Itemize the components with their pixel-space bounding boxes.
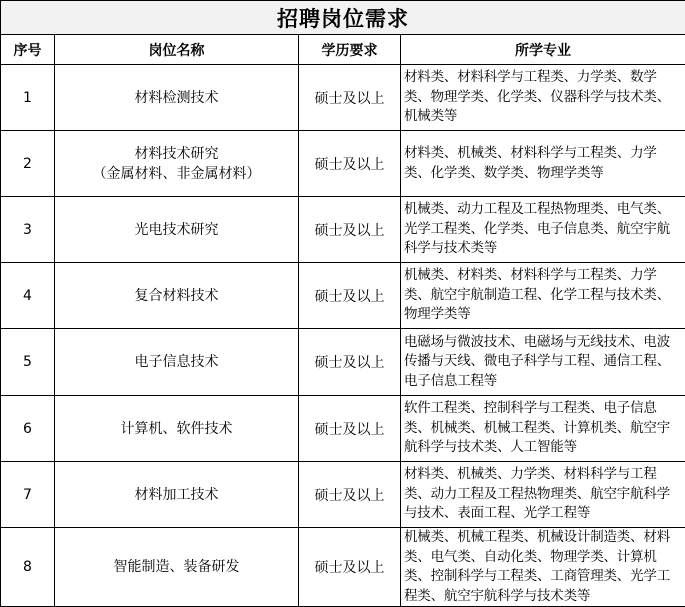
header-row bbox=[1, 35, 685, 65]
row-num: 6 bbox=[1, 396, 55, 462]
row-major: 机械类、动力工程及工程热物理类、电气类、光学工程类、化学类、电子信息类、航空宇航科学与技术类等 bbox=[401, 197, 685, 263]
row-education: 硕士及以上 bbox=[299, 197, 401, 263]
row-major: 软件工程类、控制科学与工程类、电子信息类、机械类、机械工程类、计算机类、航空宇航科学与技术类、人工智能等 bbox=[401, 396, 685, 462]
row-education: 硕士及以上 bbox=[299, 131, 401, 197]
title-row bbox=[1, 1, 685, 35]
row-major: 材料类、机械类、材料科学与工程类、力学类、化学类、数学类、物理学类等 bbox=[401, 131, 685, 197]
position-name: 材料检测技术 bbox=[55, 88, 298, 108]
row-num: 8 bbox=[1, 528, 55, 607]
row-education: 硕士及以上 bbox=[299, 263, 401, 329]
header-name: 岗位名称 bbox=[55, 35, 299, 65]
row-num: 5 bbox=[1, 329, 55, 396]
position-name: 光电技术研究 bbox=[55, 220, 298, 240]
position-name: 复合材料技术 bbox=[55, 286, 298, 306]
row-position bbox=[55, 197, 299, 263]
position-name: 电子信息技术 bbox=[55, 352, 298, 372]
table-row bbox=[1, 131, 685, 197]
table-title: 招聘岗位需求 bbox=[1, 1, 685, 35]
row-education: 硕士及以上 bbox=[299, 396, 401, 462]
row-position bbox=[55, 329, 299, 396]
position-name: 智能制造、装备研发 bbox=[55, 557, 298, 577]
row-position bbox=[55, 528, 299, 607]
row-major: 材料类、机械类、力学类、材料科学与工程类、动力工程及工程热物理类、航空宇航科学与技术、表面工程、光学工程等 bbox=[401, 462, 685, 528]
row-position bbox=[55, 263, 299, 329]
table-row bbox=[1, 65, 685, 131]
row-position bbox=[55, 396, 299, 462]
header-edu: 学历要求 bbox=[299, 35, 401, 65]
row-major: 电磁场与微波技术、电磁场与无线技术、电波传播与天线、微电子科学与工程、通信工程、电子信息工程等 bbox=[401, 329, 685, 396]
row-position bbox=[55, 462, 299, 528]
table-row bbox=[1, 462, 685, 528]
row-major: 机械类、机械工程类、机械设计制造类、材料类、电气类、自动化类、物理学类、计算机类、控制科学与工程类、工商管理类、光学工程类、航空宇航科学与技术类等 bbox=[401, 528, 685, 607]
row-num: 3 bbox=[1, 197, 55, 263]
row-education: 硕士及以上 bbox=[299, 329, 401, 396]
position-name: 材料加工技术 bbox=[55, 485, 298, 505]
position-name: 计算机、软件技术 bbox=[55, 419, 298, 439]
table-row bbox=[1, 263, 685, 329]
row-major: 材料类、材料科学与工程类、力学类、数学类、物理学类、化学类、仪器科学与技术类、机械类等 bbox=[401, 65, 685, 131]
row-num: 1 bbox=[1, 65, 55, 131]
position-name: 材料技术研究 bbox=[55, 144, 298, 164]
row-position bbox=[55, 131, 299, 197]
row-major: 机械类、材料类、材料科学与工程类、力学类、航空宇航制造工程、化学工程与技术类、物理学类等 bbox=[401, 263, 685, 329]
position-name-detail: （金属材料、非金属材料） bbox=[55, 164, 298, 184]
row-num: 7 bbox=[1, 462, 55, 528]
row-position bbox=[55, 65, 299, 131]
table-row bbox=[1, 528, 685, 607]
row-education: 硕士及以上 bbox=[299, 462, 401, 528]
row-education: 硕士及以上 bbox=[299, 528, 401, 607]
table-row bbox=[1, 396, 685, 462]
row-education: 硕士及以上 bbox=[299, 65, 401, 131]
table-row bbox=[1, 329, 685, 396]
row-num: 4 bbox=[1, 263, 55, 329]
header-num: 序号 bbox=[1, 35, 55, 65]
header-major: 所学专业 bbox=[401, 35, 685, 65]
table-row bbox=[1, 197, 685, 263]
row-num: 2 bbox=[1, 131, 55, 197]
